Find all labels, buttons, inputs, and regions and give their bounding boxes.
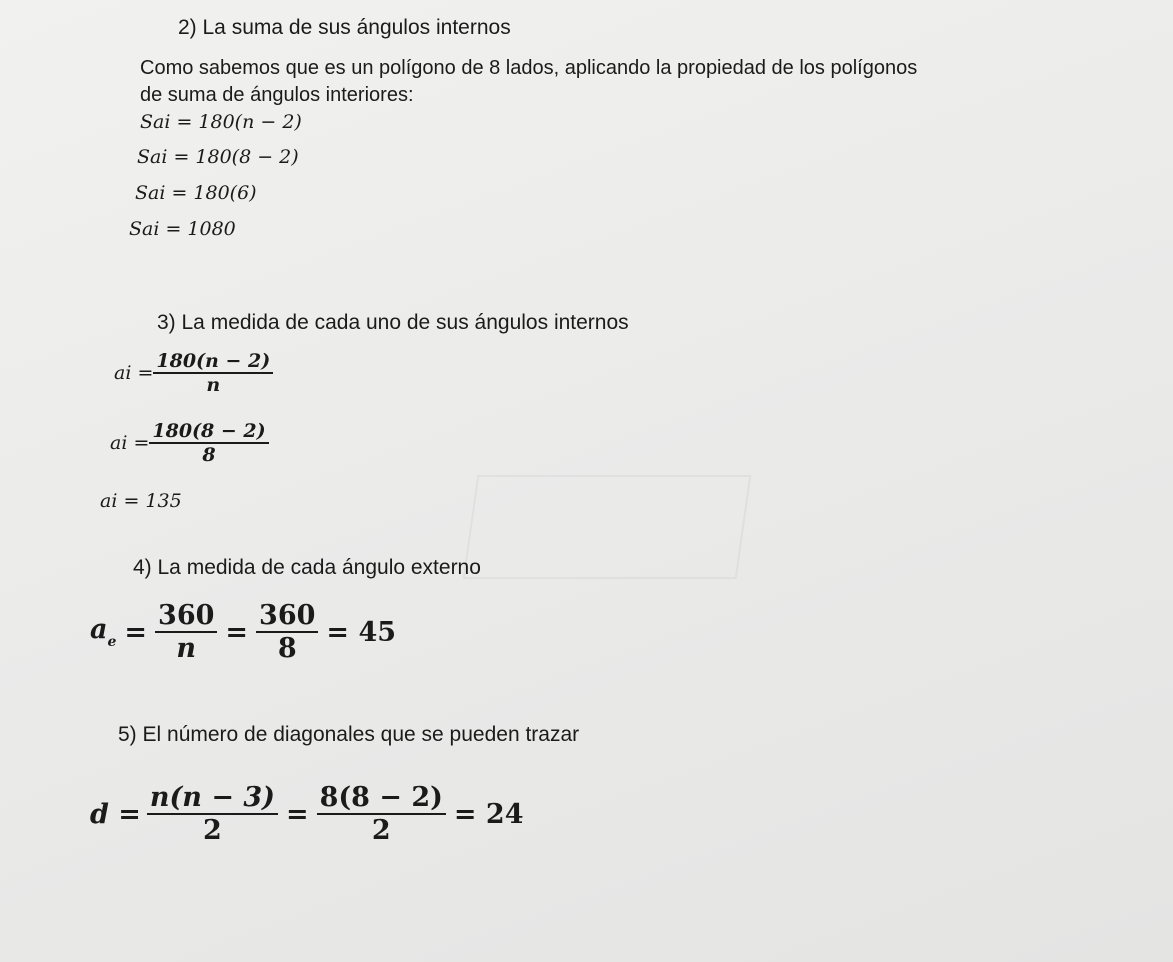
section-3-step-2 — [110, 420, 269, 466]
exterior-angle-main: a — [90, 614, 108, 645]
section-2-intro-line-2: de suma de ángulos interiores: — [140, 84, 414, 106]
fraction-denominator: 2 — [203, 815, 222, 846]
section-3-step-2-fraction — [149, 420, 268, 466]
section-2-step-1: Sai = 180(n − 2) — [140, 111, 302, 133]
section-3-step-1-fraction — [153, 350, 273, 396]
fraction-denominator: n — [176, 633, 197, 664]
fraction-denominator: 2 — [371, 815, 391, 846]
equals-sign: = — [124, 616, 148, 648]
show-through-shape — [463, 475, 752, 579]
equals-sign: = — [285, 798, 309, 830]
fraction-numerator: n(n − 3) — [147, 782, 278, 815]
section-4-result: = 45 — [326, 616, 397, 648]
section-3-heading: 3) La medida de cada uno de sus ángulos internos — [157, 311, 629, 334]
fraction-denominator: 8 — [202, 444, 216, 466]
section-3-step-1 — [114, 350, 273, 396]
fraction-numerator: 180(8 − 2) — [149, 420, 268, 444]
section-3-step-2-lhs: ai = — [110, 432, 150, 454]
section-4-formula — [90, 600, 396, 664]
fraction-numerator: 8(8 − 2) — [317, 782, 446, 815]
fraction-denominator: 8 — [277, 633, 297, 664]
fraction-numerator: 360 — [155, 600, 217, 633]
exterior-angle-subscript: e — [107, 634, 117, 650]
section-2-intro-line-1: Como sabemos que es un polígono de 8 lados, aplicando la propiedad de los polígonos — [140, 57, 918, 79]
fraction-numerator: 360 — [256, 600, 318, 633]
equals-sign: = — [225, 616, 249, 648]
fraction-denominator: n — [206, 374, 221, 396]
section-4-fraction-1 — [155, 600, 217, 664]
fraction-numerator: 180(n − 2) — [153, 350, 273, 374]
section-2-step-2: Sai = 180(8 − 2) — [137, 146, 299, 168]
section-3-step-1-lhs: ai = — [114, 362, 154, 384]
section-5-formula — [90, 782, 524, 846]
section-5-result: = 24 — [453, 798, 524, 830]
section-2-heading: 2) La suma de sus ángulos internos — [178, 16, 511, 39]
section-5-lhs: d = — [90, 798, 141, 830]
section-4-fraction-2 — [256, 600, 318, 664]
section-5-fraction-1 — [147, 782, 278, 846]
section-5-heading: 5) El número de diagonales que se pueden trazar — [118, 723, 580, 746]
section-5-fraction-2 — [317, 782, 446, 846]
section-4-heading: 4) La medida de cada ángulo externo — [133, 556, 481, 579]
section-2-step-3: Sai = 180(6) — [135, 182, 257, 204]
exterior-angle-symbol — [90, 614, 116, 650]
section-3-result: ai = 135 — [100, 490, 182, 512]
section-2-step-4: Sai = 1080 — [129, 218, 236, 240]
